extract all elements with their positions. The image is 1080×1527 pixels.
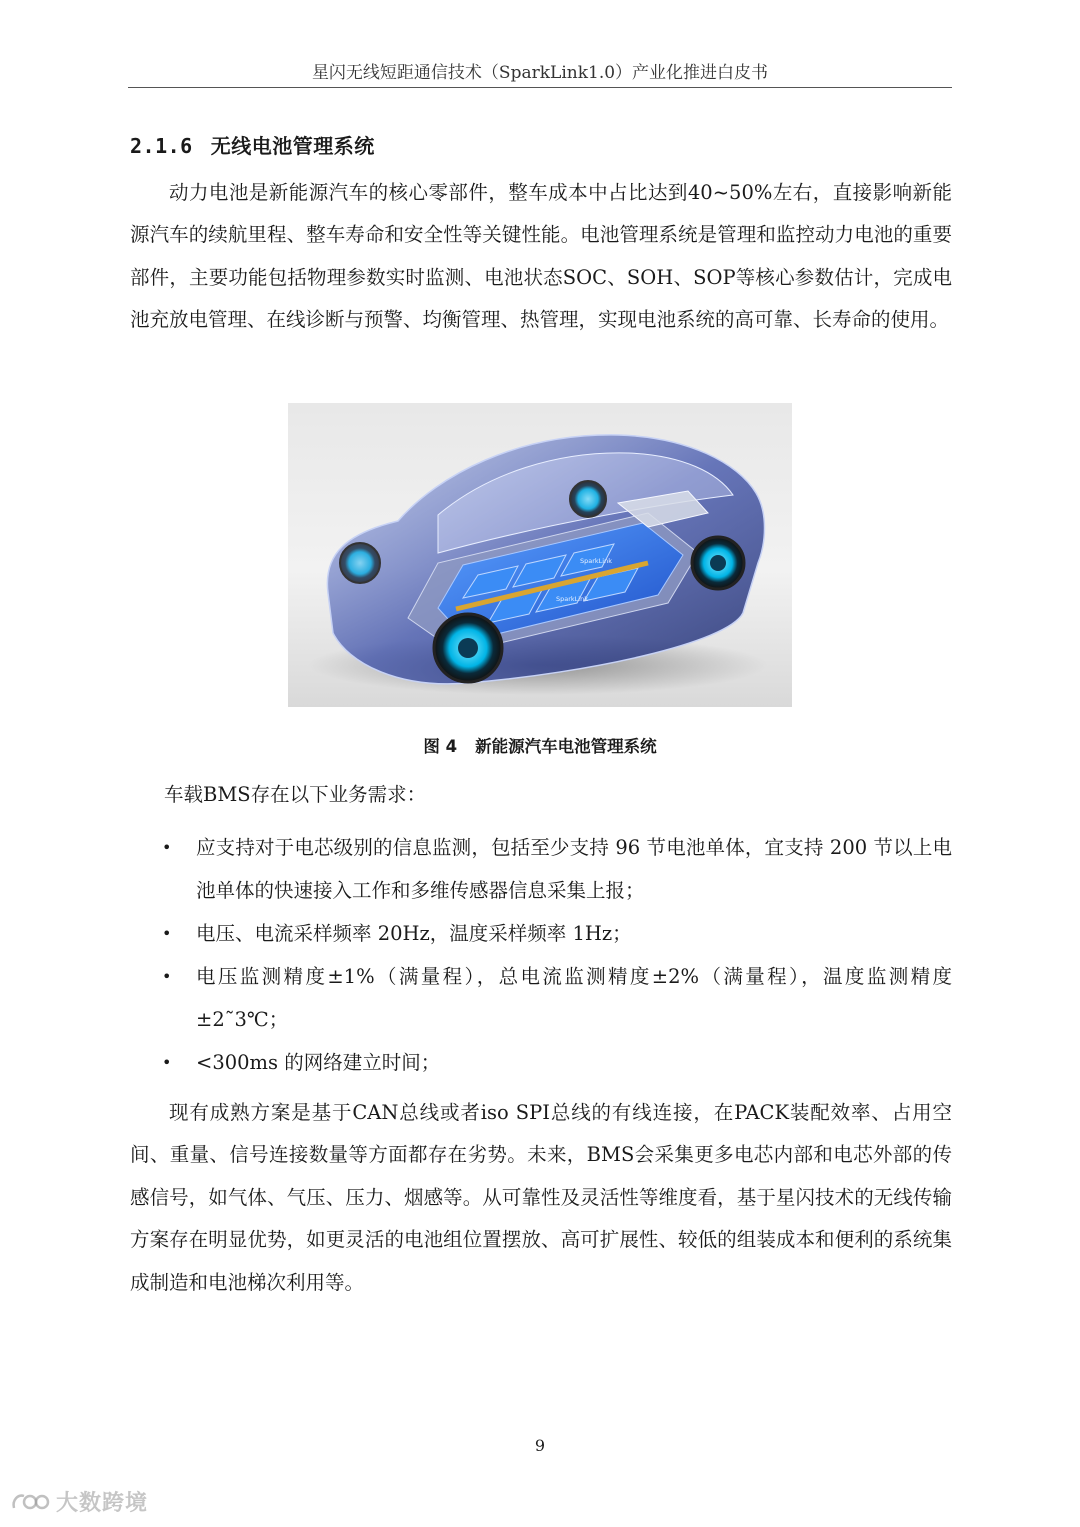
requirements-list [130, 826, 952, 1084]
bullet: • [162, 1053, 172, 1072]
list-item-text: 电压、电流采样频率 20Hz，温度采样频率 1Hz； [196, 922, 632, 945]
requirements-intro: 车载BMS存在以下业务需求： [164, 783, 427, 806]
front-wheel-far [340, 543, 380, 583]
list-item-text: 电压监测精度±1%（满量程），总电流监测精度±2%（满量程），温度监测精度±2˜3℃； [196, 965, 952, 1031]
figure-ev-battery [288, 403, 792, 707]
figure-caption-label: 图 4 [423, 737, 458, 756]
watermark-logo-icon [10, 1490, 50, 1514]
list-item [130, 1041, 952, 1084]
section-heading [130, 130, 375, 159]
figure-caption-text: 新能源汽车电池管理系统 [475, 737, 657, 756]
bullet: • [162, 967, 172, 986]
list-item [130, 912, 952, 955]
list-item [130, 955, 952, 1041]
watermark-text: 大数跨境 [56, 1491, 149, 1516]
bullet: • [162, 924, 172, 943]
intro-paragraph: 动力电池是新能源汽车的核心零部件，整车成本中占比达到40~50%左右，直接影响新能源汽车的续航里程、整车寿命和安全性等关键性能。电池管理系统是管理和监控动力电池的重要部件，主要功能包括物理参数实时监测、电池状态SOC、SOH、SOP等核心参数估计，完成电池充放电管理、在线诊断与预警、均衡管理、热管理，实现电池系统的高可靠、长寿命的使用。 [130, 181, 952, 332]
list-item-text: 应支持对于电芯级别的信息监测，包括至少支持 96 节电池单体，宜支持 200 节以上电池单体的快速接入工作和多维传感器信息采集上报； [196, 836, 952, 902]
wheel-hub [458, 638, 478, 658]
watermark [10, 1486, 148, 1517]
ev-battery-illustration [288, 403, 792, 707]
conclusion-paragraph: 现有成熟方案是基于CAN总线或者iso SPI总线的有线连接，在PACK装配效率、占用空间、重量、信号连接数量等方面都存在劣势。未来，BMS会采集更多电芯内部和电芯外部的传感信号，如气体、气压、压力、烟感等。从可靠性及灵活性等维度看，基于星闪技术的无线传输方案存在明显优势，如更灵活的电池组位置摆放、高可扩展性、较低的组装成本和便利的系统集成制造和电池梯次利用等。 [130, 1101, 952, 1294]
rear-wheel-far [570, 481, 606, 517]
list-item-text: <300ms 的网络建立时间； [196, 1051, 441, 1074]
module-brand-label: SparkLink [580, 557, 612, 565]
bullet: • [162, 838, 172, 857]
running-header: 星闪无线短距通信技术（SparkLink1.0）产业化推进白皮书 [311, 63, 769, 83]
wheel-hub [710, 555, 726, 571]
section-title: 无线电池管理系统 [210, 134, 375, 158]
module-brand-label: SparkLink [556, 595, 588, 603]
list-item [130, 826, 952, 912]
figure-caption [0, 733, 1080, 757]
section-number: 2.1.6 [130, 134, 193, 158]
header-divider [128, 87, 952, 88]
page-number: 9 [534, 1436, 546, 1455]
